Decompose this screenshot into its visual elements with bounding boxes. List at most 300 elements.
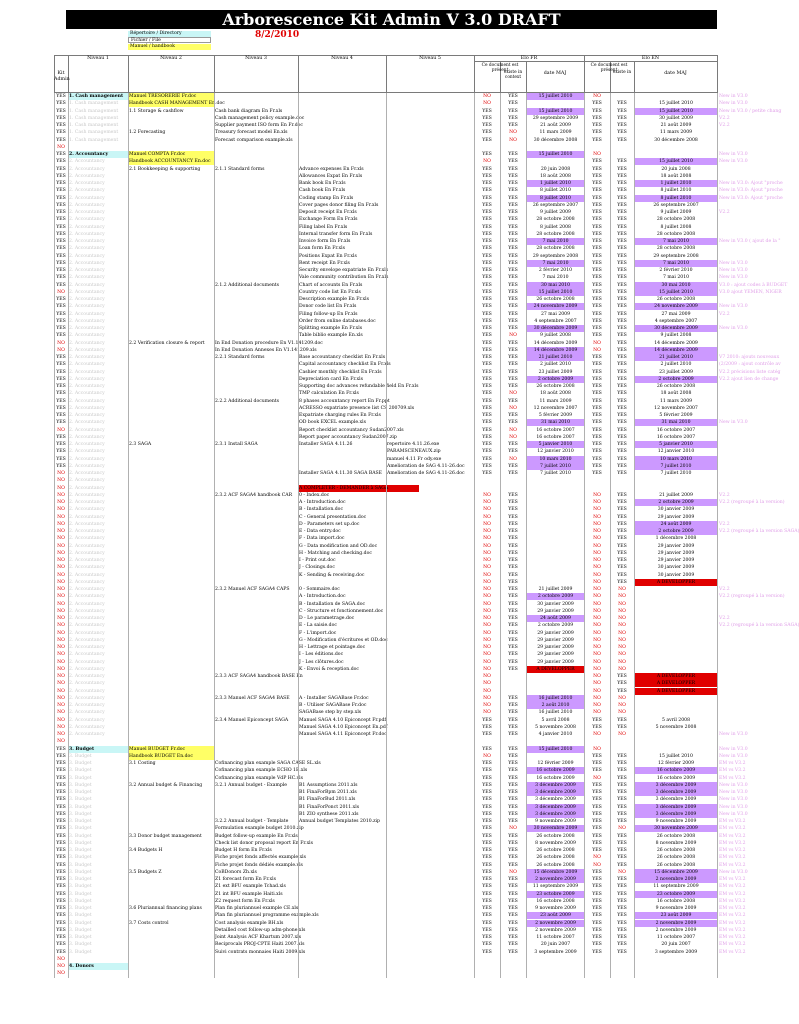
en-present-cell: NO <box>593 347 601 353</box>
niveau2-cell: Handbook ACCOUNTANCY En.doc <box>129 158 214 165</box>
en-present-cell: YES <box>592 797 602 803</box>
niveau5-cell <box>387 941 474 948</box>
kit-admin-cell: NO <box>57 674 65 679</box>
niveau3-cell <box>215 543 298 550</box>
niveau3-cell: Z2 request form En Fr.xls <box>215 898 275 904</box>
note-cell: V2.2 <box>719 521 730 527</box>
en-present-cell: YES <box>592 427 602 433</box>
niveau3-cell <box>215 572 298 579</box>
niveau3-cell: 2.3.1 Install SAGA <box>215 442 258 447</box>
note-cell <box>719 579 769 586</box>
kit-admin-cell: YES <box>56 166 66 172</box>
niveau4-cell <box>299 93 386 100</box>
fr-context-cell: YES <box>508 746 518 752</box>
niveau3-cell <box>215 564 298 571</box>
en-context-cell: YES <box>617 761 627 766</box>
niveau1-cell: 3. Budget <box>69 797 92 803</box>
en-present-cell: YES <box>592 434 602 440</box>
en-context-cell: YES <box>617 906 627 911</box>
niveau5-cell <box>387 789 474 796</box>
niveau1-cell: 2. Accountancy <box>69 710 105 716</box>
niveau5-cell <box>387 390 474 397</box>
niveau4-cell: C - Structure et fonctionnement.doc <box>299 608 384 614</box>
niveau1-cell: 2. Accountancy <box>69 500 105 505</box>
note-cell: New in V3.0 <box>719 101 748 107</box>
fr-present-cell: YES <box>482 289 492 295</box>
fr-present-cell: YES <box>482 804 492 810</box>
niveau3-cell: Budget H form En Fr.xls <box>215 848 272 853</box>
niveau1-cell: 2. Accountancy <box>69 282 105 288</box>
niveau1-cell: 2. Accountancy <box>69 239 105 244</box>
fr-context-cell: YES <box>508 797 518 803</box>
niveau3-cell <box>215 970 298 977</box>
fr-date-cell: 18 août 2008 <box>540 391 571 397</box>
en-present-cell: YES <box>592 275 602 281</box>
note-cell: EM vs V3.2 <box>719 855 746 861</box>
niveau2-cell: 1.1 Storage & cashflow <box>129 108 184 114</box>
niveau2-cell <box>129 492 214 499</box>
note-cell <box>719 448 769 455</box>
note-cell <box>719 398 769 405</box>
niveau5-cell <box>387 340 474 347</box>
fr-date-cell <box>527 550 584 557</box>
fr-context-cell: YES <box>508 848 518 853</box>
en-present-cell: NO <box>593 710 601 716</box>
niveau5-cell <box>387 224 474 231</box>
fr-context-cell <box>500 970 526 977</box>
fr-date-cell: 2 octobre 2009 <box>527 593 584 600</box>
note-cell <box>719 738 769 745</box>
kit-admin-cell: YES <box>56 891 66 897</box>
niveau5-cell <box>387 550 474 557</box>
en-present-cell: YES <box>592 384 602 389</box>
note-cell <box>719 630 769 637</box>
niveau3-cell <box>215 528 298 535</box>
niveau1-cell: 2. Accountancy <box>69 355 105 360</box>
en-present-cell: NO <box>593 594 601 600</box>
note-cell <box>719 543 769 550</box>
fr-context-cell <box>500 688 526 695</box>
fr-present-cell: NO <box>483 659 491 665</box>
fr-present-cell: YES <box>482 717 492 723</box>
fr-date-cell <box>527 492 584 499</box>
en-context-cell: YES <box>617 173 627 179</box>
fr-context-cell: YES <box>508 608 518 614</box>
kit-admin-cell: NO <box>57 739 65 745</box>
niveau2-cell <box>129 202 214 209</box>
niveau3-cell <box>215 615 298 622</box>
en-date-cell <box>635 659 717 666</box>
en-date-cell: 20 juin 2008 <box>661 166 691 172</box>
en-context-cell: YES <box>617 195 627 201</box>
grid-line <box>500 93 501 978</box>
kit-admin-cell: YES <box>56 217 66 223</box>
niveau5-cell <box>387 332 474 339</box>
niveau3-cell: Fiche projet fonds affectés example.xls <box>215 855 306 861</box>
niveau3-cell <box>215 202 298 209</box>
fr-present-cell: NO <box>483 616 491 621</box>
niveau3-cell: Reciprocals PROJ-CPTE Haiti 2007.xls <box>215 942 305 948</box>
niveau1-cell: 2. Accountancy <box>69 253 105 259</box>
en-context-cell: NO <box>618 732 626 737</box>
fr-context-cell: YES <box>508 521 518 527</box>
en-present-cell: YES <box>592 188 602 194</box>
header-kit-admin: Kit Admin <box>54 71 70 82</box>
kit-admin-cell: NO <box>57 688 65 694</box>
en-present-cell <box>584 477 610 484</box>
note-cell: V2.2 <box>719 616 730 621</box>
fr-date-cell: 5 novembre 2008 <box>535 724 576 730</box>
niveau4-cell <box>299 854 386 861</box>
niveau2-cell <box>129 796 214 803</box>
kit-admin-cell: NO <box>57 144 65 150</box>
niveau5-cell <box>387 731 474 738</box>
niveau2-cell: Manuel BUDGET Fr.doc <box>129 746 214 753</box>
fr-context-cell: YES <box>508 246 518 252</box>
niveau3-cell: 2.3.3 ACF SAGA4 handbook BASE En <box>215 674 303 679</box>
niveau5-cell <box>387 485 474 492</box>
note-cell <box>719 144 769 151</box>
en-context-cell: YES <box>617 405 627 411</box>
en-date-cell: 10 mars 2010 <box>635 456 717 463</box>
en-date-cell: 26 septembre 2007 <box>653 202 699 208</box>
niveau2-cell <box>129 419 214 426</box>
niveau2-cell <box>129 637 214 644</box>
en-present-cell: YES <box>592 420 602 426</box>
en-present-cell: YES <box>592 253 602 259</box>
niveau1-cell: 1. Cash management <box>69 123 119 128</box>
fr-date-cell: 7 mai 2010 <box>527 260 584 267</box>
fr-context-cell: YES <box>508 558 518 563</box>
en-context-cell: YES <box>617 768 627 774</box>
kit-admin-cell: NO <box>57 964 65 969</box>
note-cell <box>719 202 769 209</box>
fr-context-cell: YES <box>508 260 518 266</box>
niveau5-cell <box>387 637 474 644</box>
niveau2-cell <box>129 876 214 883</box>
en-present-cell: YES <box>592 456 602 462</box>
kit-admin-cell: YES <box>56 949 66 955</box>
fr-context-cell: YES <box>508 877 518 882</box>
niveau2-cell <box>129 296 214 303</box>
en-date-cell: 5 avril 2008 <box>661 717 690 723</box>
niveau2-cell <box>129 970 214 977</box>
en-date-cell: 9 juillet 2009 <box>660 210 692 215</box>
kit-admin-cell: YES <box>56 333 66 339</box>
niveau3-cell <box>215 253 298 260</box>
fr-present-cell: YES <box>482 862 492 868</box>
fr-date-cell: 16 juillet 2010 <box>538 710 573 716</box>
note-cell: New in V3.0 <box>719 782 748 788</box>
en-context-cell: YES <box>617 130 627 136</box>
niveau5-cell <box>387 543 474 550</box>
niveau3-cell <box>215 383 298 390</box>
niveau1-cell: 2. Accountancy <box>69 601 105 607</box>
fr-present-cell: NO <box>483 710 491 716</box>
note-cell: EM vs V3.2 <box>719 942 746 948</box>
en-present-cell: YES <box>592 391 602 397</box>
niveau3-cell: Formulation example budget 2010.zip <box>215 826 304 832</box>
note-cell <box>719 637 769 644</box>
en-present-cell: YES <box>592 246 602 252</box>
fr-present-cell: YES <box>482 463 492 469</box>
kit-admin-cell: YES <box>56 935 66 940</box>
niveau5-cell <box>387 376 474 383</box>
en-present-cell: YES <box>592 463 602 469</box>
en-context-cell: YES <box>617 920 627 926</box>
niveau3-cell: Budget follow-up example En Fr.xls <box>215 833 298 839</box>
en-present-cell: NO <box>593 500 601 505</box>
kit-admin-cell: NO <box>57 514 65 520</box>
niveau2-cell <box>129 347 214 354</box>
niveau3-cell <box>215 608 298 615</box>
note-cell: EM vs V3.2 <box>719 826 746 832</box>
header-elo-fr: Elo FR <box>520 56 538 61</box>
en-date-cell: 2 novembre 2009 <box>635 876 717 883</box>
niveau3-cell: Detailled cost follow-up adm-phone.xls <box>215 927 306 933</box>
niveau3-cell <box>215 100 298 107</box>
en-date-cell: 1 décembre 2008 <box>655 536 697 542</box>
fr-context-cell: YES <box>508 819 518 824</box>
en-present-cell: YES <box>592 318 602 324</box>
en-present-cell: YES <box>592 231 602 237</box>
kit-admin-cell: YES <box>56 391 66 397</box>
niveau2-cell <box>129 434 214 441</box>
note-cell <box>719 535 769 542</box>
en-date-cell: 29 janvier 2009 <box>657 558 695 563</box>
niveau4-cell <box>299 920 386 927</box>
niveau5-cell <box>387 644 474 651</box>
fr-present-cell: YES <box>482 115 492 121</box>
fr-date-cell <box>527 673 584 680</box>
niveau5-cell <box>387 970 474 977</box>
en-date-cell: A DEVELOPPER <box>635 673 717 680</box>
fr-present-cell: YES <box>482 152 492 157</box>
niveau4-cell <box>299 753 386 760</box>
niveau2-cell <box>129 427 214 434</box>
fr-date-cell: 9 juillet 2009 <box>540 210 571 215</box>
fr-context-cell: YES <box>508 587 518 592</box>
fr-date-cell: 18 août 2008 <box>540 173 571 179</box>
fr-date-cell: 9 novembre 2009 <box>535 906 576 911</box>
niveau3-cell: Plan fin pluriannuel example CE.xls <box>215 906 299 911</box>
niveau2-cell <box>129 253 214 260</box>
en-date-cell: 21 août 2009 <box>660 123 692 128</box>
en-present-cell: NO <box>593 703 601 708</box>
kit-admin-cell: NO <box>57 703 65 708</box>
table-header <box>54 55 717 93</box>
en-date-cell: 26 octobre 2008 <box>656 855 696 861</box>
en-present-cell: YES <box>592 891 602 897</box>
en-present-cell <box>584 956 610 963</box>
niveau4-cell: K - Envoi & reception.doc <box>299 666 359 672</box>
fr-date-cell: 2 novembre 2009 <box>527 876 584 883</box>
fr-present-cell: YES <box>482 906 492 911</box>
fr-present-cell: NO <box>483 681 491 687</box>
fr-context-cell: YES <box>508 790 518 795</box>
en-present-cell: YES <box>592 326 602 331</box>
niveau2-cell <box>129 224 214 231</box>
note-cell: EM vs V3.2 <box>719 927 746 933</box>
fr-date-cell: 7 juillet 2010 <box>527 463 584 470</box>
niveau3-cell: In End Donation procedure En V1.141209.doc <box>215 340 323 346</box>
en-context-cell: YES <box>617 159 627 165</box>
niveau2-cell <box>129 463 214 470</box>
kit-admin-cell: NO <box>57 601 65 607</box>
en-context-cell: YES <box>617 282 627 288</box>
niveau3-cell <box>215 173 298 180</box>
niveau2-cell <box>129 651 214 658</box>
niveau2-cell <box>129 767 214 774</box>
kit-admin-cell: NO <box>57 492 65 498</box>
fr-date-cell: 26 octobre 2008 <box>536 855 575 861</box>
en-context-cell: NO <box>618 608 626 614</box>
en-context-cell: YES <box>617 420 627 426</box>
niveau3-cell <box>215 601 298 608</box>
fr-date-cell: 29 janvier 2009 <box>537 659 574 665</box>
niveau2-cell <box>129 528 214 535</box>
fr-present-cell: YES <box>482 181 492 186</box>
en-date-cell: 29 janvier 2009 <box>657 543 695 549</box>
en-context-cell: YES <box>617 579 627 585</box>
fr-context-cell: YES <box>508 166 518 172</box>
fr-context-cell: YES <box>508 115 518 121</box>
en-context-cell: YES <box>617 260 627 266</box>
niveau1-cell: 2. Accountancy <box>69 442 105 447</box>
en-context-cell: YES <box>617 500 627 505</box>
niveau3-cell <box>215 427 298 434</box>
niveau4-cell <box>299 456 386 463</box>
fr-context-cell: YES <box>508 152 518 157</box>
niveau5-cell: Amelioration de SAG 4.11-26.doc <box>387 463 465 469</box>
fr-context-cell: YES <box>508 550 518 556</box>
fr-context-cell: YES <box>508 449 518 455</box>
niveau2-cell: 3.1 Costing <box>129 761 156 766</box>
niveau5-cell <box>387 521 474 528</box>
fr-context-cell: YES <box>508 855 518 861</box>
en-date-cell: 3 décembre 2009 <box>635 789 717 796</box>
niveau4-cell: Chart of accounts En Fr.xls <box>299 282 363 288</box>
en-present-cell: NO <box>593 521 601 527</box>
en-present-cell: YES <box>592 217 602 223</box>
niveau4-cell <box>299 463 386 470</box>
niveau5-cell <box>387 796 474 803</box>
en-present-cell: YES <box>592 398 602 404</box>
en-present-cell: NO <box>593 688 601 694</box>
en-present-cell: NO <box>593 558 601 563</box>
en-date-cell: 28 octobre 2008 <box>656 246 696 252</box>
en-context-cell <box>610 963 634 970</box>
fr-date-cell: 12 novembre 2007 <box>533 405 578 411</box>
niveau2-cell <box>129 702 214 709</box>
en-context-cell: YES <box>617 108 627 114</box>
en-context-cell: YES <box>617 674 627 679</box>
niveau4-cell: I - Print out.doc <box>299 558 336 563</box>
en-context-cell: YES <box>617 877 627 882</box>
niveau3-cell <box>215 514 298 521</box>
fr-context-cell: YES <box>508 935 518 940</box>
niveau2-cell <box>129 789 214 796</box>
fr-context-cell <box>500 144 526 151</box>
niveau2-cell <box>129 383 214 390</box>
kit-admin-cell: YES <box>56 101 66 107</box>
kit-admin-cell: NO <box>57 500 65 505</box>
header-niveau1: Niveau 1 <box>87 56 109 61</box>
fr-date-cell <box>527 680 584 687</box>
en-date-cell: 3 décembre 2009 <box>635 782 717 789</box>
fr-date-cell: 3 décembre 2009 <box>535 797 576 803</box>
en-present-cell: YES <box>592 949 602 955</box>
kit-admin-cell: YES <box>56 884 66 890</box>
niveau3-cell <box>215 274 298 281</box>
kit-admin-cell: YES <box>56 877 66 882</box>
niveau2-cell <box>129 369 214 376</box>
kit-admin-cell: YES <box>56 420 66 426</box>
note-cell: V2.2 (regroupé à la version) <box>719 594 785 600</box>
niveau4-cell: OD book EXCEL example.xls <box>299 420 366 426</box>
fr-present-cell: YES <box>482 311 492 317</box>
en-present-cell: YES <box>592 362 602 368</box>
niveau2-cell <box>129 398 214 405</box>
fr-context-cell: YES <box>508 906 518 911</box>
note-cell: EM vs V3.2 <box>719 877 746 882</box>
en-date-cell: 23 octobre 2009 <box>635 891 717 898</box>
en-present-cell: YES <box>592 449 602 455</box>
note-cell <box>719 173 769 180</box>
niveau2-cell <box>129 361 214 368</box>
en-context-cell: NO <box>618 652 626 658</box>
en-date-cell: 3 décembre 2009 <box>635 804 717 811</box>
note-cell <box>719 470 769 477</box>
en-context-cell: YES <box>617 101 627 107</box>
fr-date-cell <box>527 564 584 571</box>
en-context-cell: YES <box>617 572 627 578</box>
fr-context-cell: YES <box>508 159 518 165</box>
niveau5-cell <box>387 216 474 223</box>
niveau3-cell: In End Donation Annexes En V1.141209.xls <box>215 347 317 353</box>
en-context-cell: YES <box>617 840 627 846</box>
niveau2-cell <box>129 144 214 151</box>
kit-admin-cell: YES <box>56 210 66 215</box>
fr-present-cell: YES <box>482 195 492 201</box>
niveau4-cell: G - Data modification and OD.doc <box>299 543 378 549</box>
niveau3-cell <box>215 521 298 528</box>
fr-context-cell: YES <box>508 94 518 99</box>
fr-present-cell: YES <box>482 761 492 766</box>
niveau2-cell <box>129 216 214 223</box>
fr-present-cell <box>474 970 500 977</box>
niveau4-cell: Installer SAGA 4.11.26 <box>299 442 353 447</box>
fr-date-cell <box>527 970 584 977</box>
note-cell: V2.2 ajout lien de change <box>719 376 779 382</box>
en-context-cell <box>610 485 634 492</box>
en-context-cell: YES <box>617 253 627 259</box>
niveau5-cell <box>387 122 474 129</box>
note-cell: New in V3.0 <box>719 804 748 810</box>
niveau1-cell: 1. Cash management <box>69 115 119 121</box>
niveau5-cell <box>387 905 474 912</box>
kit-admin-cell: YES <box>56 311 66 317</box>
fr-date-cell: 8 juillet 2010 <box>540 188 571 194</box>
en-context-cell <box>610 144 634 151</box>
niveau4-cell <box>299 108 386 115</box>
niveau5-cell <box>387 361 474 368</box>
en-present-cell <box>584 970 610 977</box>
en-date-cell: 5 novembre 2008 <box>655 724 697 730</box>
niveau2-cell <box>129 891 214 898</box>
niveau3-cell: 2.1.2 Additional documents <box>215 282 279 288</box>
kit-admin-cell: YES <box>56 775 66 781</box>
